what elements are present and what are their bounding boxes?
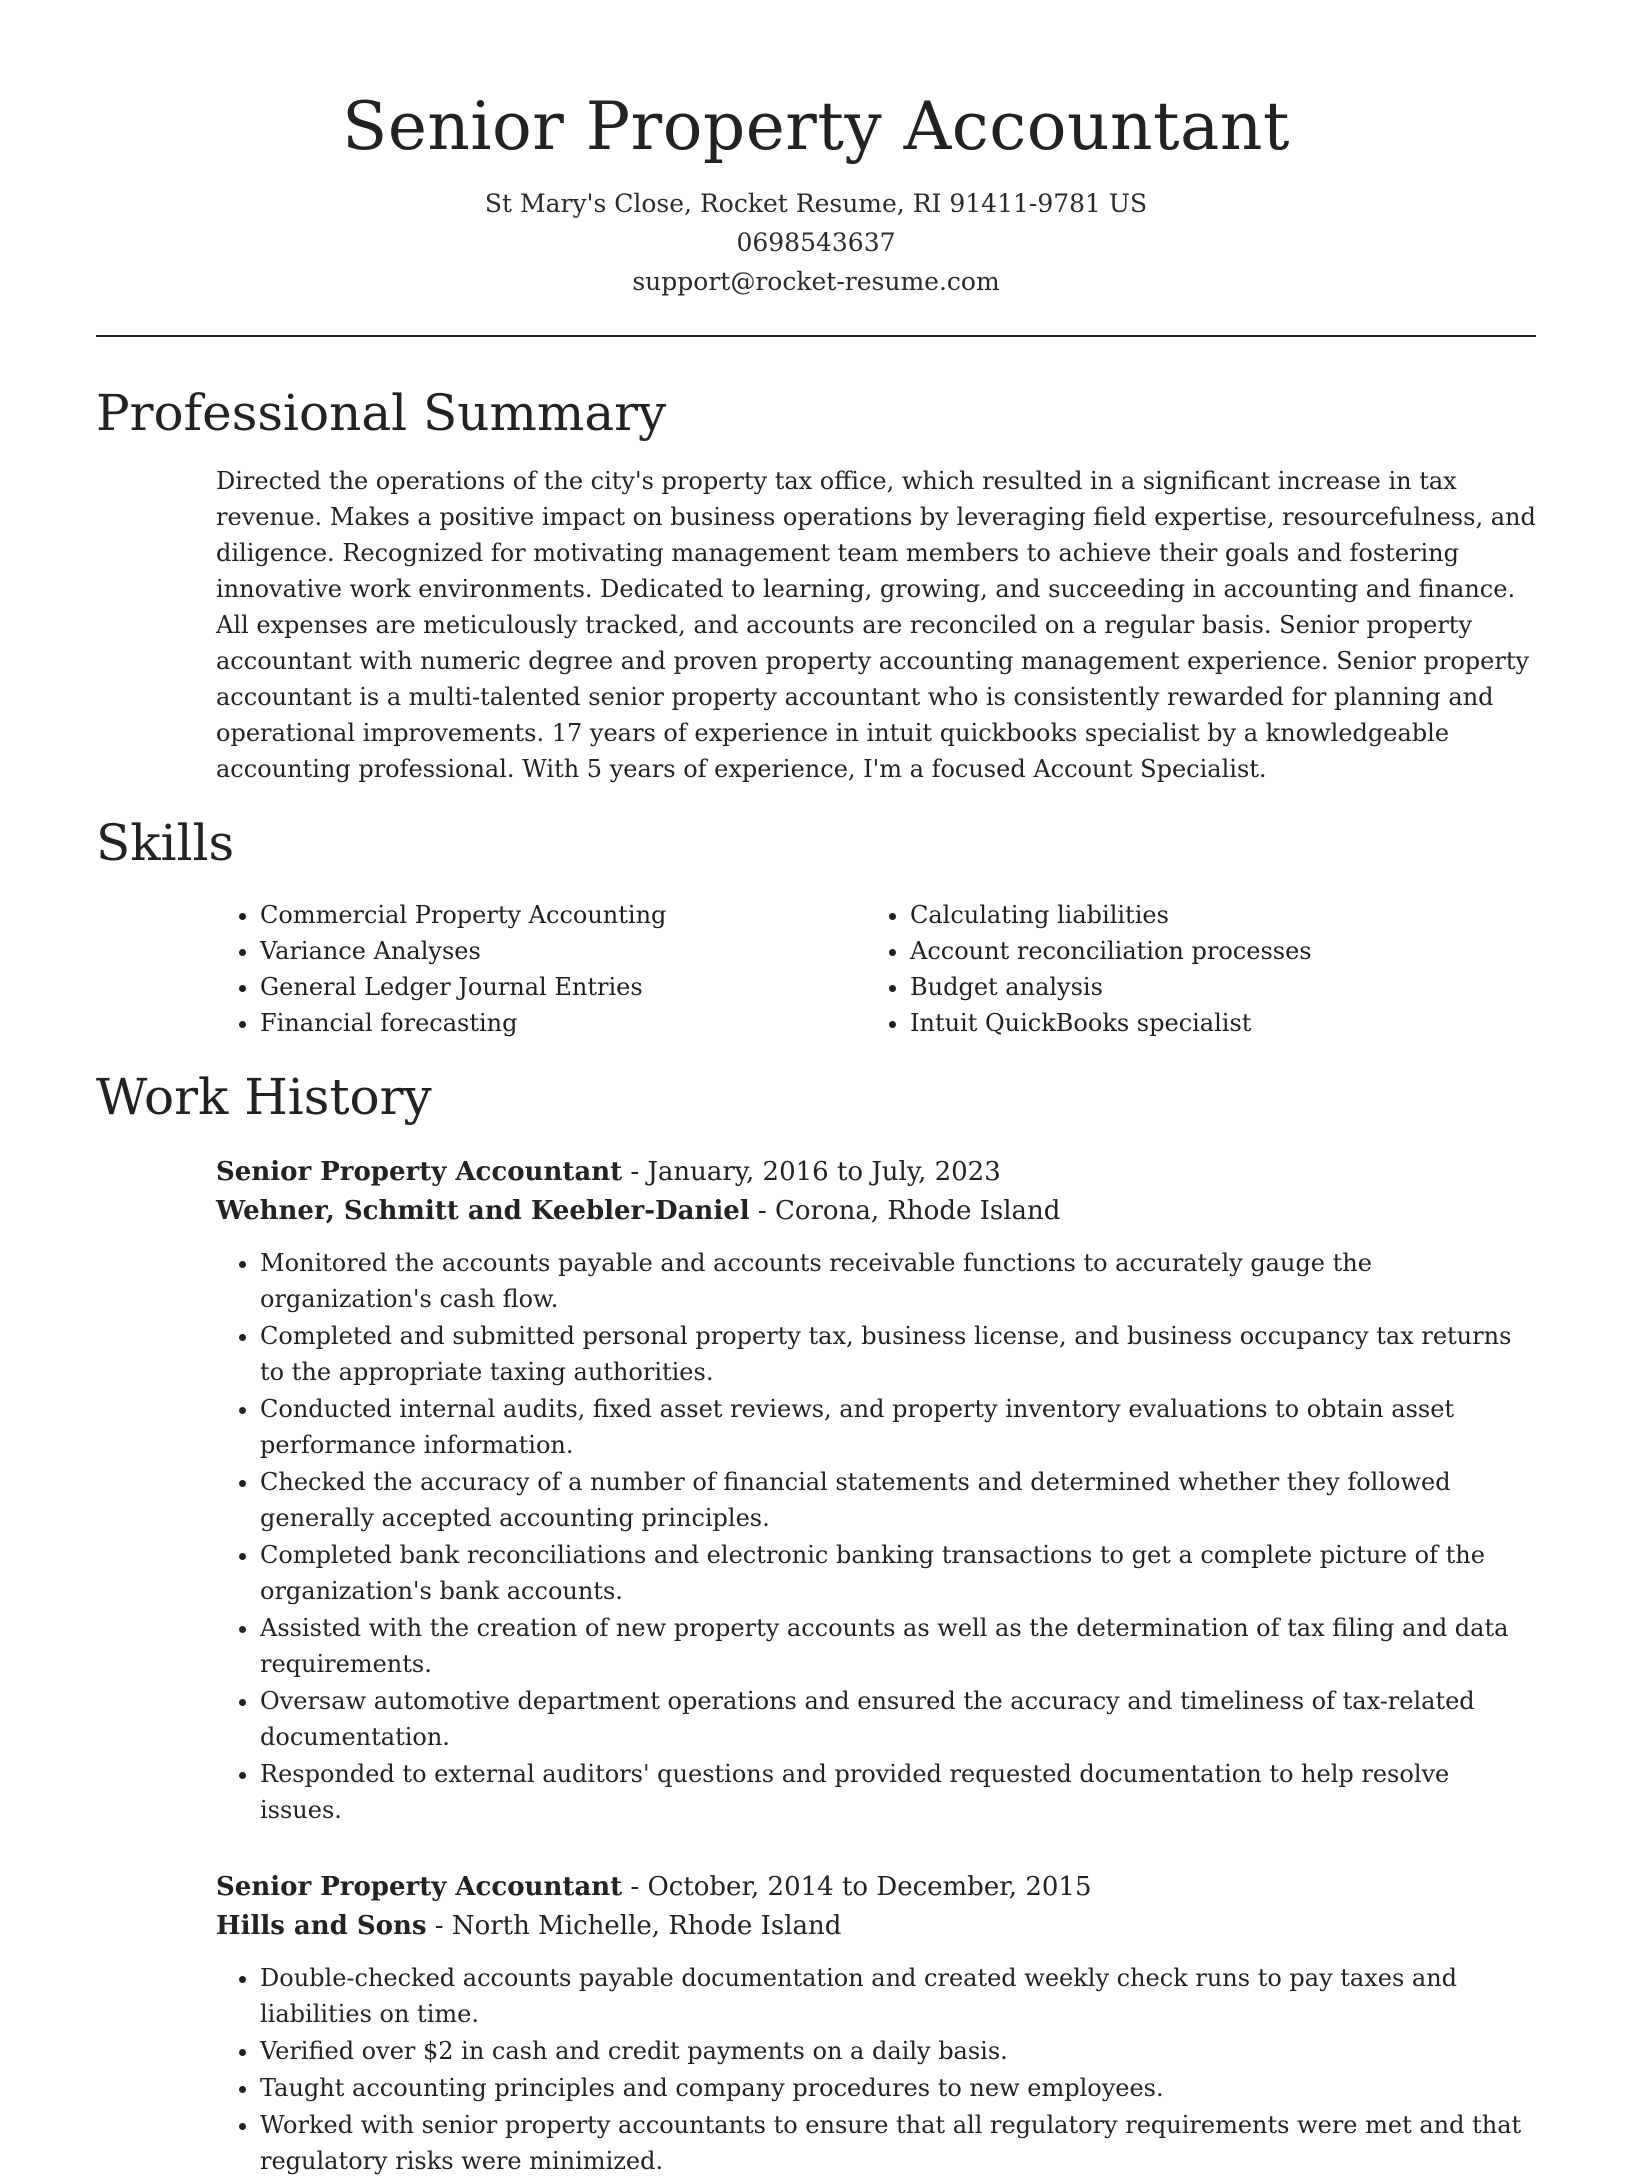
job-bullet: • Assisted with the creation of new property accounts as well as the determination of tax filing and data requirements. [260,1610,1536,1682]
job-bullet: • Monitored the accounts payable and accounts receivable functions to accurately gauge the organization's cash flow. [260,1245,1536,1317]
skill-item: • Calculating liabilities [910,897,1530,933]
job-title-line [216,1153,1536,1192]
job-bullet: • Responded to external auditors' questions and provided requested documentation to help resolve issues. [260,1756,1536,1828]
job-role: Senior Property Accountant [216,1157,623,1187]
job-company-line [216,1907,1536,1946]
skills-column-right [866,897,1530,1041]
skill-item: • General Ledger Journal Entries [260,969,866,1005]
address-text: St Mary's Close, Rocket Resume, RI 91411-9781 US [484,189,1148,218]
skill-item: • Budget analysis [910,969,1530,1005]
job-bullet: • Worked with senior property accountants to ensure that all regulatory requirements were met and that regulatory risks were minimized. [260,2107,1536,2179]
job-company: Hills and Sons [216,1911,427,1941]
job-entry [216,1153,1536,1828]
job-bullets [216,1960,1536,2179]
job-company-line [216,1192,1536,1231]
skill-item: • Account reconciliation processes [910,933,1530,969]
phone-text: 0698543637 [736,228,896,257]
job-location: - North Michelle, Rhode Island [426,1911,842,1941]
job-dates: - October, 2014 to December, 2015 [622,1872,1092,1902]
job-entry [216,1868,1536,2179]
job-bullet: • Conducted internal audits, fixed asset reviews, and property inventory evaluations to obtain asset performance information. [260,1391,1536,1463]
summary-heading: Professional Summary [96,384,667,442]
skills-heading: Skills [96,814,235,872]
job-bullet: • Checked the accuracy of a number of financial statements and determined whether they followed generally accepted accounting principles. [260,1464,1536,1536]
job-location: - Corona, Rhode Island [749,1196,1061,1226]
contact-block [96,184,1536,301]
resume-header [96,0,1536,301]
summary-text: Directed the operations of the city's property tax office, which resulted in a significant increase in tax revenue. Makes a positive impact on business operations by leveraging field expertise, resourcefulness, and diligence. Recognized for motivating management team members to achieve their goals and fostering innovative work environments. Dedicated to learning, growing, and succeeding in accounting and finance. All expenses are meticulously tracked, and accounts are reconciled on a regular basis. Senior property accountant with numeric degree and proven property accounting management experience. Senior property accountant is a multi-talented senior property accountant who is consistently rewarded for planning and operational improvements. 17 years of experience in intuit quickbooks specialist by a knowledgeable accounting professional. With 5 years of experience, I'm a focused Account Specialist. [216,467,1536,783]
skills-list [216,897,1536,1041]
job-company: Wehner, Schmitt and Keebler-Daniel [216,1196,750,1226]
job-dates: - January, 2016 to July, 2023 [622,1157,1001,1187]
skill-item: • Commercial Property Accounting [260,897,866,933]
skill-item: • Financial forecasting [260,1005,866,1041]
skill-item: • Intuit QuickBooks specialist [910,1005,1530,1041]
job-bullet: • Completed bank reconciliations and electronic banking transactions to get a complete picture of the organization's bank accounts. [260,1537,1536,1609]
header-divider [96,335,1536,337]
job-bullet: • Oversaw automotive department operations and ensured the accuracy and timeliness of tax-related documentation. [260,1683,1536,1755]
work-history-heading: Work History [96,1068,432,1126]
page-title: Senior Property Accountant [342,88,1290,165]
job-bullet: • Taught accounting principles and company procedures to new employees. [260,2070,1536,2106]
job-bullets [216,1245,1536,1828]
job-bullet: • Completed and submitted personal property tax, business license, and business occupancy tax returns to the appropriate taxing authorities. [260,1318,1536,1390]
job-role: Senior Property Accountant [216,1872,623,1902]
skills-column-left [216,897,866,1041]
job-bullet: • Double-checked accounts payable documentation and created weekly check runs to pay taxes and liabilities on time. [260,1960,1536,2032]
job-bullet: • Verified over $2 in cash and credit payments on a daily basis. [260,2033,1536,2069]
skill-item: • Variance Analyses [260,933,866,969]
job-title-line [216,1868,1536,1907]
email-text: support@rocket-resume.com [632,267,1000,296]
